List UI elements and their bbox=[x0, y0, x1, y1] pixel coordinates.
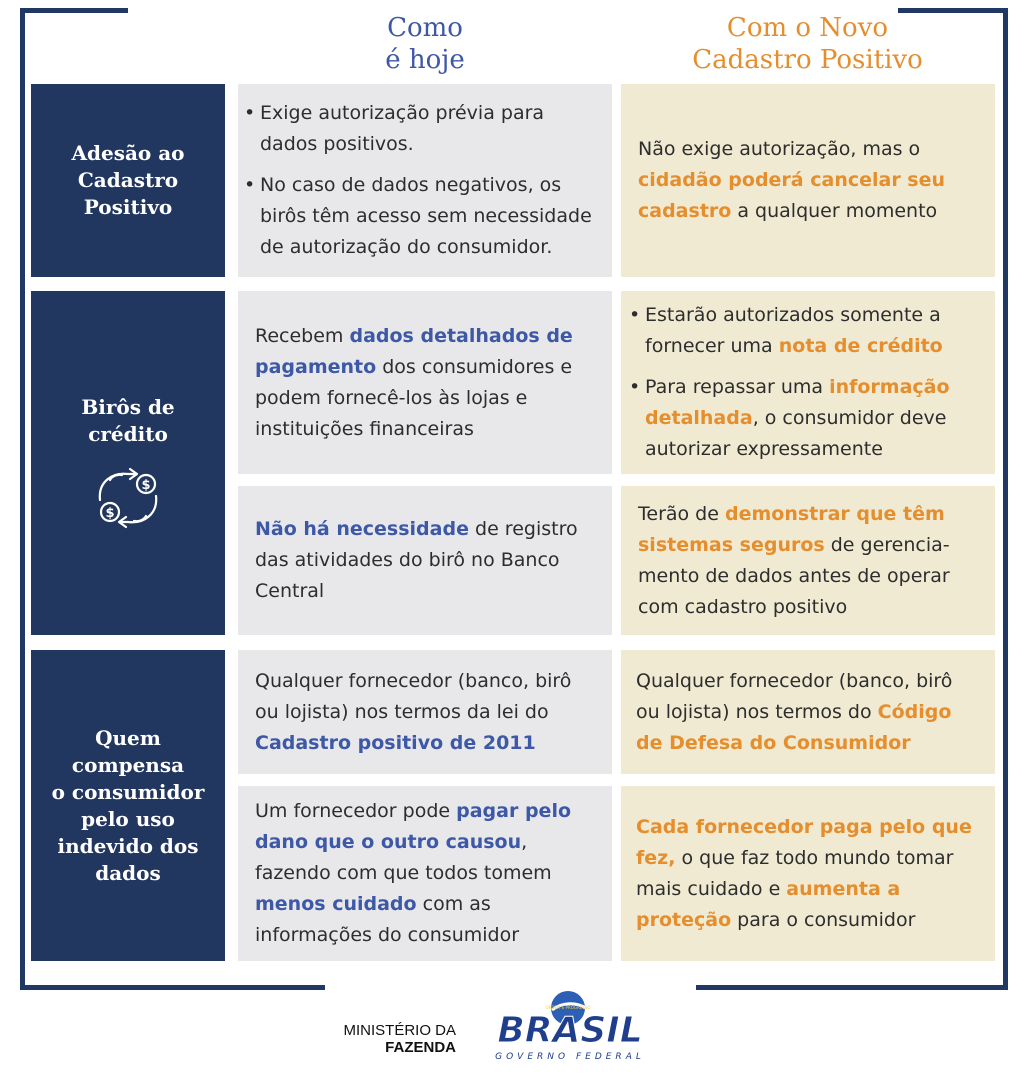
text-run: de registro das atividades do birô no Banco Central bbox=[255, 518, 578, 602]
text-run: de gerencia-mento de dados antes de operar com cadastro positivo bbox=[638, 533, 950, 618]
ministry-line: MINISTÉRIO DA bbox=[343, 1022, 456, 1039]
highlight-orange: Código de Defesa do Consumidor bbox=[636, 700, 952, 754]
row-label-line: Positivo bbox=[83, 195, 173, 219]
text-run: Um fornecedor pode bbox=[255, 800, 457, 822]
bullet-item: • No caso de dados negativos, os birôs têm acesso sem necessidade de autorização do consumidor. bbox=[244, 170, 596, 263]
cell-adesao-new bbox=[621, 84, 995, 277]
highlight-blue: Não há necessidade bbox=[255, 518, 469, 540]
row-label-line: dados bbox=[95, 860, 161, 885]
cell-text bbox=[255, 321, 592, 445]
column-header-today bbox=[330, 12, 520, 76]
cell-text bbox=[638, 499, 971, 623]
svg-text:$: $ bbox=[141, 478, 151, 493]
cell-text bbox=[255, 666, 586, 759]
text-run: Estarão autorizados somente a fornecer uma bbox=[645, 304, 941, 357]
text-run: Para repassar uma bbox=[645, 376, 830, 398]
text-run: o que faz todo mundo tomar mais cuidado e bbox=[636, 846, 954, 900]
highlight-orange: demonstrar que têm sistemas seguros bbox=[638, 502, 945, 556]
highlight-orange: cidadão poderá cancelar seu cadastro bbox=[638, 169, 946, 222]
row-label-line: pelo uso bbox=[81, 806, 175, 831]
text-run: dos consumidores e podem fornecê-los às lojas e instituições financeiras bbox=[255, 355, 573, 440]
bullet-item: • Exige autorização prévia para dados positivos. bbox=[244, 98, 596, 160]
text-run: , o consumidor deve autorizar expressamente bbox=[645, 407, 947, 460]
cell-text bbox=[636, 666, 973, 759]
row-label-biros bbox=[31, 291, 225, 635]
ministry-line: FAZENDA bbox=[385, 1039, 456, 1056]
cell-adesao-today bbox=[238, 84, 612, 277]
text-run: com as informações do consumidor bbox=[255, 893, 520, 946]
flag-motto: ORDEM E PROGRESSO bbox=[545, 1005, 591, 1010]
frame-line bbox=[1003, 8, 1008, 990]
row-label-line: Adesão ao bbox=[71, 141, 185, 165]
text-run: Qualquer fornecedor (banco, birô ou lojista) nos termos do bbox=[636, 669, 953, 723]
cell-biros-new-1 bbox=[621, 291, 995, 474]
frame-line bbox=[20, 985, 325, 990]
cell-biros-today-2 bbox=[238, 486, 612, 635]
row-label-compensa bbox=[31, 650, 225, 961]
ministry-logo-text bbox=[336, 1022, 456, 1056]
row-label-adesao bbox=[31, 84, 225, 277]
cell-compensa-today-1 bbox=[238, 650, 612, 774]
svg-text:$: $ bbox=[105, 506, 115, 521]
frame-line bbox=[696, 985, 1008, 990]
text-run: Terão de bbox=[638, 502, 725, 525]
cell-text bbox=[636, 812, 973, 936]
highlight-blue: dados detalhados de pagamento bbox=[255, 324, 573, 378]
column-header-today-line: é hoje bbox=[385, 45, 465, 75]
highlight-blue: pagar pelo dano que o outro causou bbox=[255, 800, 572, 853]
row-label-line: Birôs de crédito bbox=[81, 395, 175, 446]
column-header-new-line: Cadastro Positivo bbox=[692, 45, 923, 75]
text-run: , fazendo com que todos tomem bbox=[255, 831, 552, 884]
bullet-item bbox=[629, 372, 973, 465]
cell-biros-new-2 bbox=[621, 486, 995, 635]
highlight-orange: informação detalhada bbox=[645, 376, 950, 429]
highlight-orange: nota de crédito bbox=[778, 335, 943, 357]
highlight-blue: menos cuidado bbox=[255, 893, 417, 915]
bullet-item bbox=[629, 300, 973, 362]
column-header-new bbox=[630, 12, 985, 76]
row-label-line: o consumidor bbox=[51, 779, 205, 804]
row-label-line: Quem compensa bbox=[71, 725, 185, 777]
cell-text bbox=[255, 796, 594, 951]
text-run: a qualquer momento bbox=[731, 200, 938, 222]
column-header-new-line: Com o Novo bbox=[726, 13, 889, 43]
column-header-today-line: Como bbox=[387, 13, 463, 43]
cell-text bbox=[255, 514, 582, 607]
highlight-orange: Cada fornecedor paga pelo que fez, bbox=[636, 815, 972, 869]
text-run: Qualquer fornecedor (banco, birô ou lojista) nos termos da lei do bbox=[255, 669, 572, 723]
text-run: para o consumidor bbox=[731, 908, 916, 931]
highlight-orange: aumenta a proteção bbox=[636, 877, 901, 931]
text-run: Recebem bbox=[255, 324, 350, 347]
money-exchange-icon bbox=[88, 466, 168, 532]
brasil-wordmark: BRASIL bbox=[497, 1010, 643, 1051]
brasil-governo-federal-logo bbox=[478, 988, 660, 1066]
cell-biros-today-1 bbox=[238, 291, 612, 474]
row-label-line: Cadastro bbox=[77, 168, 179, 192]
text-run: Não exige autorização, mas o bbox=[638, 138, 921, 160]
cell-compensa-new-2 bbox=[621, 786, 995, 961]
frame-line bbox=[20, 8, 128, 13]
highlight-blue: Cadastro positivo de 2011 bbox=[255, 731, 536, 754]
frame-line bbox=[20, 8, 25, 990]
cell-text bbox=[638, 134, 969, 227]
cell-compensa-today-2 bbox=[238, 786, 612, 961]
row-label-line: indevido dos bbox=[57, 833, 199, 858]
governo-federal-text: GOVERNO FEDERAL bbox=[495, 1052, 645, 1062]
cell-compensa-new-1 bbox=[621, 650, 995, 774]
